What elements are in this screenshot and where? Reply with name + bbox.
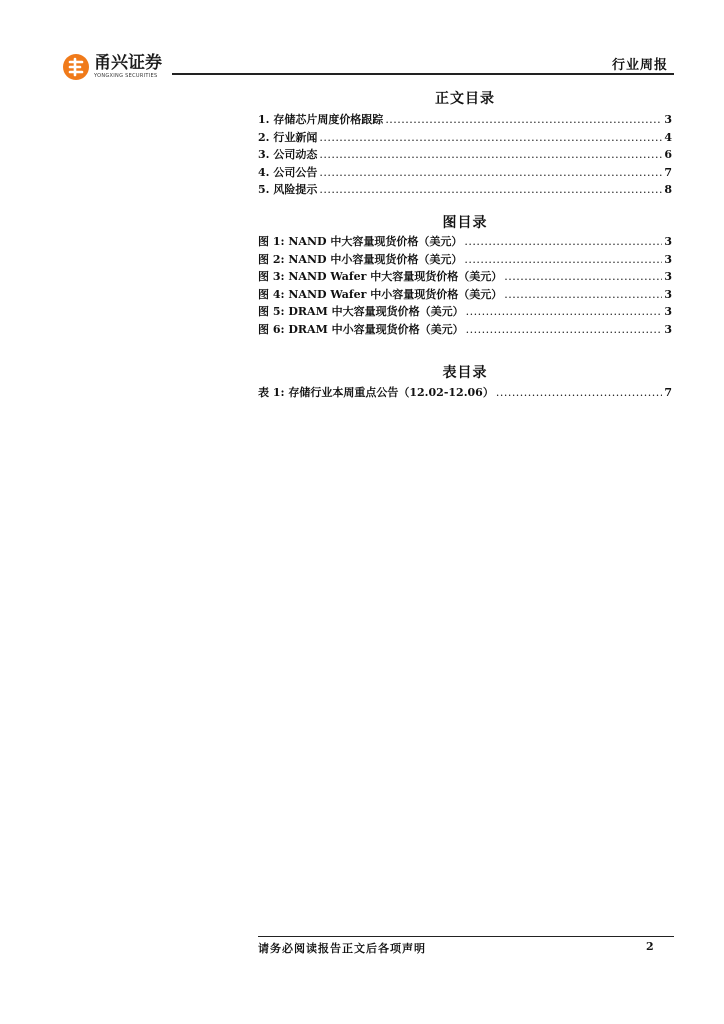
toc-entry-page: 3 xyxy=(664,270,672,283)
leader-dots xyxy=(319,131,662,144)
toc-entry-label: 图 4: NAND Wafer 中小容量现货价格（美元） xyxy=(258,287,503,301)
toc-entry-label: 图 5: DRAM 中大容量现货价格（美元） xyxy=(258,305,464,318)
yongxing-logo-icon xyxy=(62,53,90,81)
leader-dots xyxy=(319,148,662,161)
toc-entry-page: 8 xyxy=(664,183,672,196)
leader-dots xyxy=(464,253,662,266)
toc-entry-page: 3 xyxy=(664,305,672,318)
toc-entry-label: 图 3: NAND Wafer 中大容量现货价格（美元） xyxy=(258,270,503,283)
toc-figure-entry[interactable] xyxy=(258,286,672,304)
toc-entry-label: 图 1: NAND 中大容量现货价格（美元） xyxy=(258,235,463,248)
toc-entry-label: 3. 公司动态 xyxy=(258,148,318,161)
toc-entry-label: 1. 存储芯片周度价格跟踪 xyxy=(258,113,384,126)
toc-main-title: 正文目录 xyxy=(435,91,495,107)
toc-tables-list xyxy=(258,384,672,402)
toc-tables-section xyxy=(258,363,672,402)
report-type-label: 行业周报 xyxy=(611,58,668,73)
toc-entry-page: 3 xyxy=(664,287,672,301)
toc-main-section xyxy=(258,89,672,199)
toc-entry[interactable] xyxy=(258,181,672,199)
company-logo xyxy=(62,53,162,81)
toc-figures-section xyxy=(258,213,672,338)
leader-dots xyxy=(319,183,662,196)
toc-entry-page: 3 xyxy=(664,322,672,336)
page-header xyxy=(0,0,724,90)
leader-dots xyxy=(464,235,662,248)
toc-tables-title: 表目录 xyxy=(442,365,488,381)
footer-disclaimer: 请务必阅读报告正文后各项声明 xyxy=(258,942,426,955)
leader-dots xyxy=(496,386,663,399)
leader-dots xyxy=(504,288,662,301)
toc-entry-label: 表 1: 存储行业本周重点公告（12.02-12.06） xyxy=(258,386,494,399)
toc-figures-list xyxy=(258,233,672,338)
logo-english-name: YONGXING SECURITIES xyxy=(94,73,158,79)
toc-entry-page: 7 xyxy=(664,386,672,399)
leader-dots xyxy=(385,113,662,126)
toc-entry[interactable] xyxy=(258,146,672,164)
toc-entry-page: 6 xyxy=(664,148,672,161)
leader-dots xyxy=(504,270,662,283)
toc-entry[interactable] xyxy=(258,111,672,129)
header-divider xyxy=(172,73,674,75)
toc-entry-label: 2. 行业新闻 xyxy=(258,130,318,144)
toc-figure-entry[interactable] xyxy=(258,233,672,251)
toc-entry-page: 4 xyxy=(664,130,672,144)
leader-dots xyxy=(466,323,663,336)
toc-entry-label: 5. 风险提示 xyxy=(258,183,318,196)
toc-entry-label: 图 6: DRAM 中小容量现货价格（美元） xyxy=(258,322,464,336)
toc-table-entry[interactable] xyxy=(258,384,672,402)
footer-divider xyxy=(258,936,674,937)
toc-entry[interactable] xyxy=(258,129,672,147)
toc-main-list xyxy=(258,111,672,199)
page-number: 2 xyxy=(646,940,654,953)
logo-chinese-name: 甬兴证券 xyxy=(94,53,162,73)
toc-entry-label: 4. 公司公告 xyxy=(258,165,318,179)
toc-entry-page: 3 xyxy=(664,252,672,266)
toc-entry-page: 7 xyxy=(664,165,672,179)
toc-figure-entry[interactable] xyxy=(258,251,672,269)
toc-figure-entry[interactable] xyxy=(258,321,672,339)
toc-entry-page: 3 xyxy=(664,235,672,248)
toc-figure-entry[interactable] xyxy=(258,268,672,286)
toc-entry[interactable] xyxy=(258,164,672,182)
toc-figure-entry[interactable] xyxy=(258,303,672,321)
leader-dots xyxy=(319,166,662,179)
leader-dots xyxy=(466,305,663,318)
toc-entry-page: 3 xyxy=(664,113,672,126)
toc-entry-label: 图 2: NAND 中小容量现货价格（美元） xyxy=(258,252,463,266)
toc-figures-title: 图目录 xyxy=(442,215,488,231)
